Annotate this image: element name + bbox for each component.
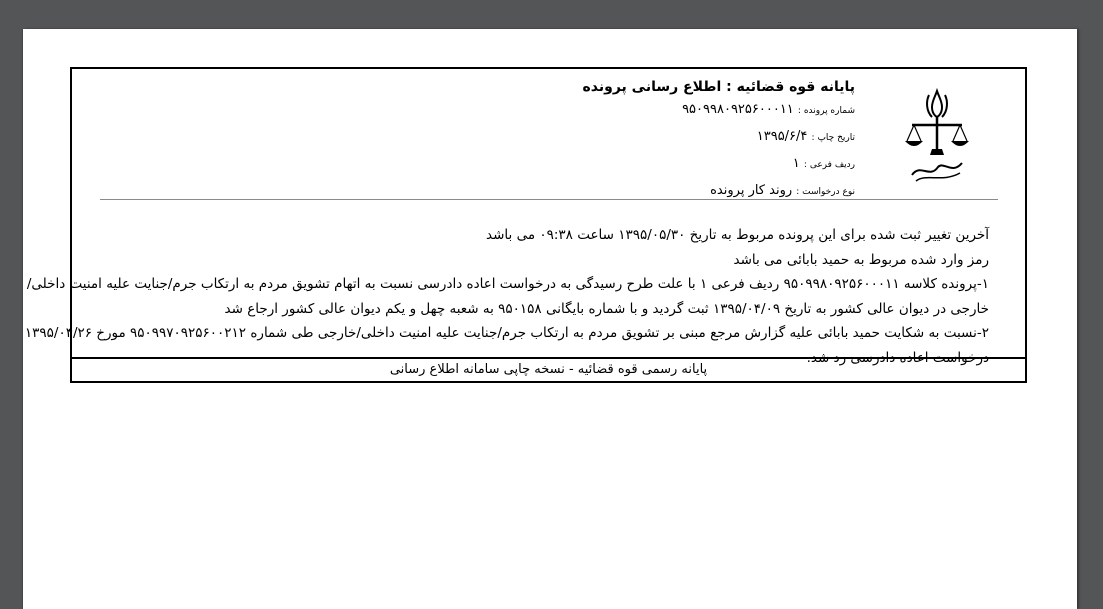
- status-item-1-line-1: ۱-پرونده کلاسه ۹۵۰۹۹۸۰۹۲۵۶۰۰۰۱۱ ردیف فرعی ۱ با علت طرح رسیدگی به درخواست اعاده دادرسی نسبت به اتهام تشویق مردم به ارتکاب جرم/جنایت علیه امنیت داخلی/: [26, 276, 989, 292]
- request-type-value: روند کار پرونده: [710, 183, 793, 198]
- case-number-value: ۹۵۰۹۹۸۰۹۲۵۶۰۰۰۱۱: [682, 102, 794, 117]
- sub-row-value: ۱: [792, 156, 800, 171]
- print-date-value: ۱۳۹۵/۶/۴: [756, 129, 808, 144]
- case-report-box: [24, 67, 1027, 383]
- case-status-text: [24, 223, 989, 370]
- case-number-label: شماره پرونده :: [797, 106, 855, 116]
- status-item-2-line-2: درخواست اعاده دادرسی رد شد.: [806, 349, 989, 366]
- last-change-line: آخرین تغییر ثبت شده برای این پرونده مربوط به تاریخ ۱۳۹۵/۰۵/۳۰ ساعت ۰۹:۳۸ می باشد: [486, 227, 989, 243]
- password-owner-line: رمز وارد شده مربوط به حمید بابائی می باشد: [733, 251, 989, 268]
- document-page: [23, 29, 1077, 609]
- request-type-row: [583, 178, 855, 205]
- sub-row-row: [583, 151, 855, 178]
- status-item-1-line-2: خارجی در دیوان عالی کشور به تاریخ ۱۳۹۵/۰۴/۰۹ ثبت گردید و با شماره بایگانی ۹۵۰۱۵۸ به شعبه چهل و یکم دیوان عالی کشور ارجاع شد: [224, 300, 989, 317]
- status-item-2-line-1: ۲-نسبت به شکایت حمید بابائی علیه گزارش مرجع مبنی بر تشویق مردم به ارتکاب جرم/جنایت علیه امنیت داخلی/خارجی طی شماره ۹۵۰۹۹۷۰۹۲۵۶۰۰۲۱۲ مورخ ۱۳۹۵/۰۴/۲۶: [24, 325, 989, 341]
- sub-row-label: ردیف فرعی :: [803, 160, 855, 170]
- case-number-row: [583, 97, 855, 124]
- document-footer: پایانه رسمی قوه قضائیه - نسخه چاپی سامانه اطلاع رسانی: [72, 357, 1025, 381]
- print-date-label: تاریخ چاپ :: [811, 133, 855, 143]
- request-type-label: نوع درخواست :: [796, 187, 855, 197]
- page-title: پایانه قوه قضائیه : اطلاع رسانی پرونده: [582, 79, 855, 95]
- header-divider: [100, 199, 998, 200]
- case-header: [583, 77, 855, 205]
- print-date-row: [583, 124, 855, 151]
- judiciary-emblem-icon: [902, 83, 972, 183]
